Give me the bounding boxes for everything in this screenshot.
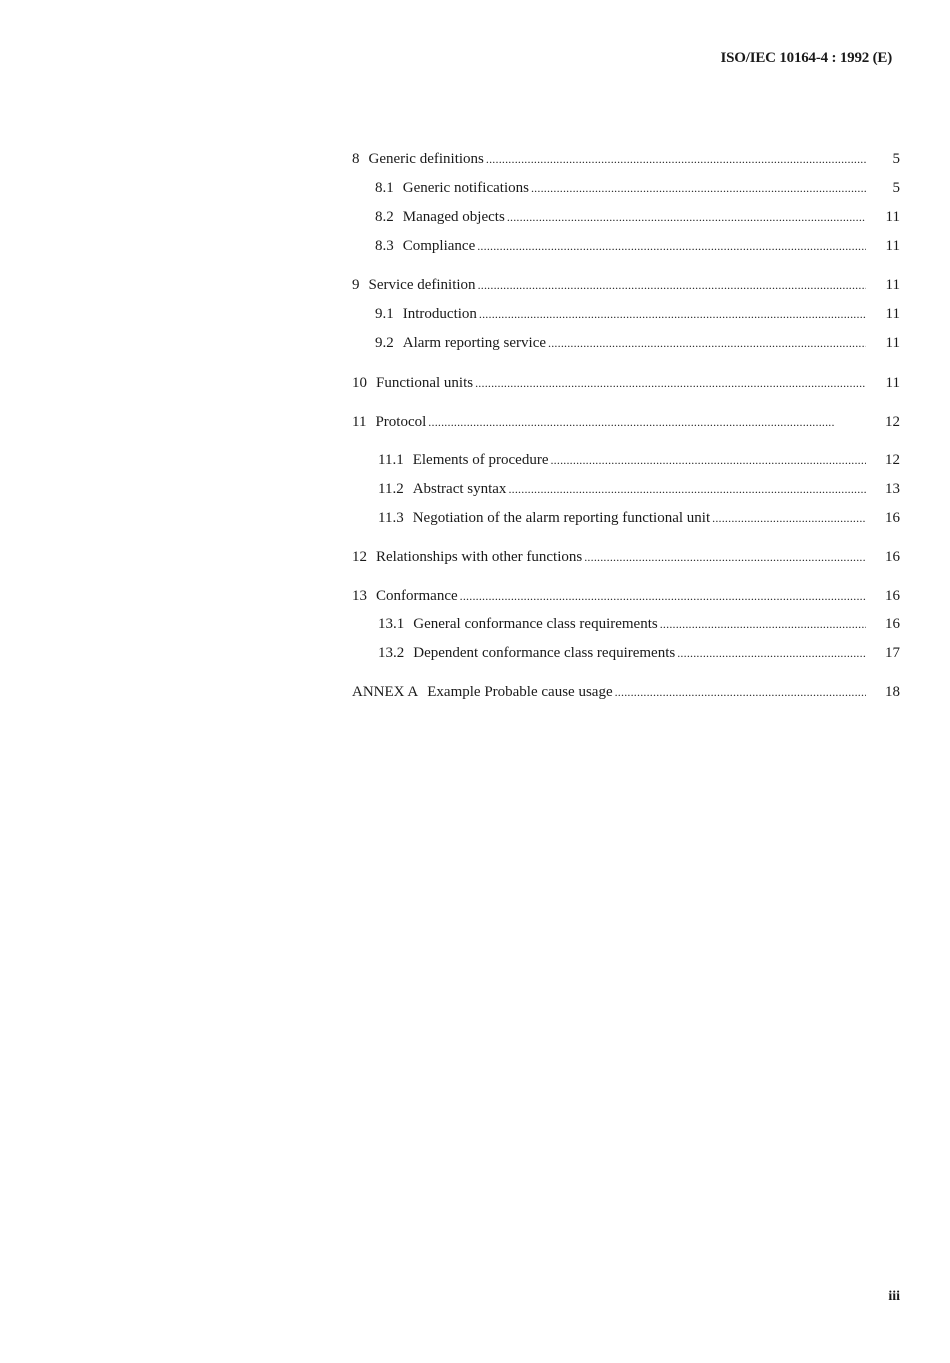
toc-page: 12 xyxy=(885,414,900,430)
dot-leader xyxy=(460,585,866,607)
dot-leader xyxy=(475,372,866,394)
dot-leader xyxy=(677,642,866,664)
toc-page: 11 xyxy=(885,238,900,254)
dot-leader xyxy=(584,546,866,568)
dot-leader xyxy=(508,478,866,500)
toc-page: 5 xyxy=(892,180,900,196)
toc-title: Compliance xyxy=(402,238,476,254)
toc-entry-13-2[interactable] xyxy=(352,642,900,664)
dot-leader xyxy=(531,177,866,199)
dot-leader xyxy=(548,332,866,354)
toc-title: Elements of procedure xyxy=(412,452,549,468)
toc-page: 16 xyxy=(885,588,900,604)
toc-title: Abstract syntax xyxy=(412,481,507,497)
toc-page: 11 xyxy=(885,375,900,391)
toc-title: Introduction xyxy=(402,306,477,322)
dot-leader xyxy=(486,148,866,170)
toc-title: Service definition xyxy=(368,277,476,293)
toc-page: 16 xyxy=(885,549,900,565)
toc-entry-13-1[interactable] xyxy=(352,613,900,635)
toc-entry-9-1[interactable] xyxy=(352,303,900,325)
toc-entry-11-1[interactable] xyxy=(352,449,900,471)
dot-leader xyxy=(550,449,866,471)
toc-entry-12[interactable] xyxy=(352,546,900,568)
toc-number: 11 xyxy=(352,414,367,430)
toc-number: 13.2 xyxy=(378,645,405,661)
toc-entry-9-2[interactable] xyxy=(352,332,900,354)
toc-entry-10[interactable] xyxy=(352,372,900,394)
dot-leader xyxy=(660,613,866,635)
toc-page: 11 xyxy=(885,306,900,322)
toc-page: 13 xyxy=(885,481,900,497)
page-number: iii xyxy=(888,1289,900,1304)
toc-entry-11[interactable] xyxy=(352,411,900,433)
dot-leader xyxy=(615,681,866,703)
toc-title: Managed objects xyxy=(402,209,505,225)
toc-title: Dependent conformance class requirements xyxy=(413,645,676,661)
toc-page: 18 xyxy=(885,684,900,700)
toc-entry-8-1[interactable] xyxy=(352,177,900,199)
dot-leader xyxy=(479,303,866,325)
document-header: ISO/IEC 10164-4 : 1992 (E) xyxy=(720,50,892,66)
toc-entry-11-2[interactable] xyxy=(352,478,900,500)
toc-title: Negotiation of the alarm reporting functional unit xyxy=(412,510,711,526)
toc-number: 8.2 xyxy=(375,209,394,225)
toc-number: 8.3 xyxy=(375,238,394,254)
toc-entry-8-2[interactable] xyxy=(352,206,900,228)
toc-title: Protocol xyxy=(375,414,427,430)
toc-entry-13[interactable] xyxy=(352,585,900,607)
toc-number: ANNEX A xyxy=(352,684,419,700)
dot-leader xyxy=(712,507,866,529)
dot-leader xyxy=(428,411,866,433)
toc-number: 12 xyxy=(352,549,367,565)
toc-number: 9.1 xyxy=(375,306,394,322)
toc-number: 11.3 xyxy=(378,510,404,526)
toc-page: 11 xyxy=(885,277,900,293)
toc-title: Example Probable cause usage xyxy=(427,684,613,700)
toc-number: 9.2 xyxy=(375,335,394,351)
toc-page: 11 xyxy=(885,335,900,351)
dot-leader xyxy=(478,274,866,296)
toc-entry-11-3[interactable] xyxy=(352,507,900,529)
toc-page: 16 xyxy=(885,616,900,632)
toc-page: 16 xyxy=(885,510,900,526)
toc-title: General conformance class requirements xyxy=(413,616,658,632)
toc-entry-annex-a[interactable] xyxy=(352,681,900,703)
toc-entry-9[interactable] xyxy=(352,274,900,296)
toc-page: 5 xyxy=(892,151,900,167)
toc-title: Functional units xyxy=(376,375,474,391)
dot-leader xyxy=(477,235,866,257)
dot-leader xyxy=(507,206,866,228)
toc-number: 13.1 xyxy=(378,616,405,632)
toc-title: Generic notifications xyxy=(402,180,529,196)
toc-title: Generic definitions xyxy=(368,151,484,167)
toc-title: Alarm reporting service xyxy=(402,335,547,351)
toc-page: 17 xyxy=(885,645,900,661)
toc-title: Conformance xyxy=(376,588,458,604)
toc-number: 10 xyxy=(352,375,367,391)
toc-title: Relationships with other functions xyxy=(376,549,583,565)
toc-number: 11.2 xyxy=(378,481,404,497)
toc-entry-8-3[interactable] xyxy=(352,235,900,257)
toc-number: 11.1 xyxy=(378,452,404,468)
toc-number: 8.1 xyxy=(375,180,394,196)
toc-entry-8[interactable] xyxy=(352,148,900,170)
toc-number: 8 xyxy=(352,151,360,167)
toc-number: 13 xyxy=(352,588,367,604)
toc-page: 12 xyxy=(885,452,900,468)
toc-page: 11 xyxy=(885,209,900,225)
toc-number: 9 xyxy=(352,277,360,293)
